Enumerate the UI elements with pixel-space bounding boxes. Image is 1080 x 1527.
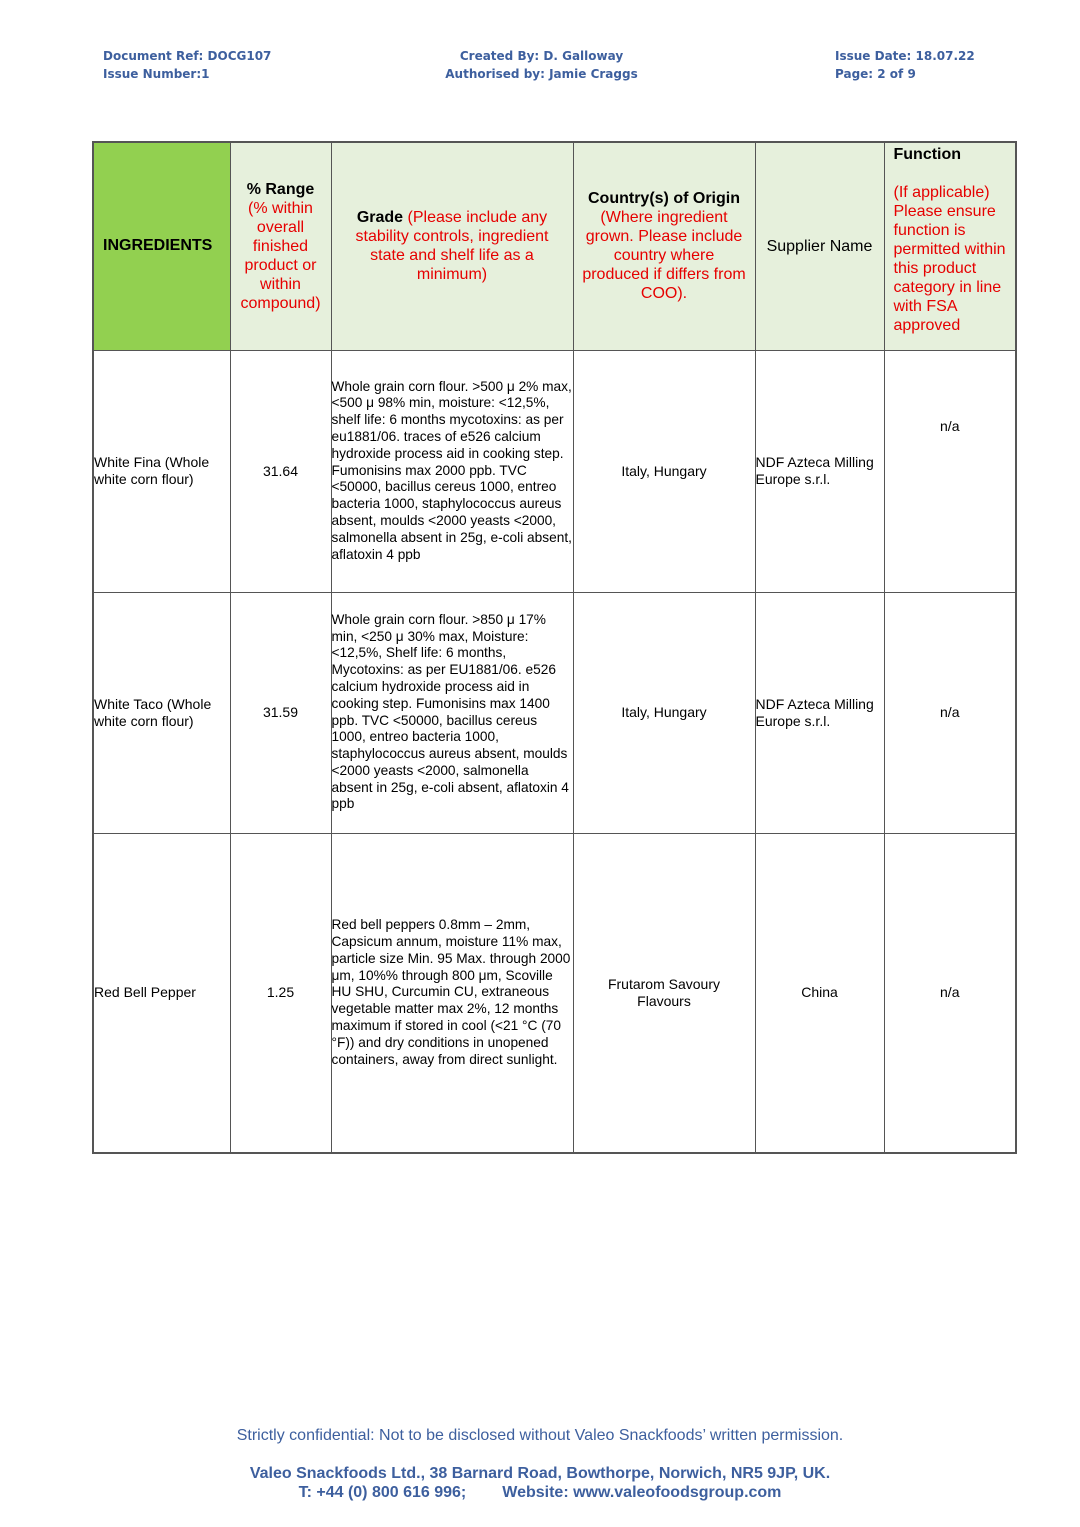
created-by: Created By: D. Galloway	[459, 49, 624, 63]
origin-cell: Frutarom Savoury Flavours	[573, 833, 755, 1153]
range-note: (% within overall finished product or within compound)	[240, 199, 321, 312]
table-row	[93, 833, 1016, 1153]
issue-date: Issue Date: 18.07.22	[835, 49, 975, 63]
range-title: % Range	[246, 180, 315, 198]
ingredient-cell: Red Bell Pepper	[93, 833, 230, 1153]
issue-number: Issue Number:1	[103, 67, 210, 81]
grade-cell: Whole grain corn flour. >500 μ 2% max, <500 μ 98% min, moisture: <12,5%, shelf life: 6 months mycotoxins: as per eu1881/06. traces of e526 calcium hydroxide process aid in cooking step. Fumonisins max 2000 ppb. TVC <50000, bacillus cereus 1000, entreo bacteria 1000, staphylococcus aureus absent, moulds <2000 yeasts <2000, salmonella absent in 25g, e-coli absent, aflatoxin 4 ppb	[331, 350, 573, 592]
company-contact	[0, 1483, 1080, 1502]
function-cell: n/a	[884, 833, 1016, 1153]
grade-title: Grade	[356, 209, 404, 227]
range-cell: 31.64	[230, 350, 331, 592]
grade-cell: Red bell peppers 0.8mm – 2mm, Capsicum annum, moisture 11% max, particle size Min. 95 Max. through 2000 μm, 10%% through 800 μm, Scoville HU SHU, Curcumin CU, extraneous vegetable matter max 2%, 12 months maximum if stored in cool (<21 °C (70 °F)) and dry conditions in unopened containers, away from direct sunlight.	[331, 833, 573, 1153]
origin-cell: Italy, Hungary	[573, 592, 755, 833]
confidential-notice: Strictly confidential: Not to be disclosed without Valeo Snackfoods’ written permission.	[236, 1427, 844, 1444]
ingredient-cell: White Fina (Whole white corn flour)	[93, 350, 230, 592]
header-right	[835, 47, 975, 83]
supplier-cell: NDF Azteca Milling Europe s.r.l.	[755, 592, 884, 833]
origin-title: Country(s) of Origin	[588, 190, 740, 208]
function-cell: n/a	[884, 350, 1016, 592]
doc-ref: Document Ref: DOCG107	[103, 49, 272, 63]
table-row	[93, 350, 1016, 592]
column-header-origin	[573, 142, 755, 350]
function-note: (If applicable) Please ensure function is permitted within this product category in line with FSA approved	[893, 184, 1006, 334]
function-cell: n/a	[884, 592, 1016, 833]
column-header-function	[884, 142, 1016, 350]
range-cell: 31.59	[230, 592, 331, 833]
range-cell: 1.25	[230, 833, 331, 1153]
company-address: Valeo Snackfoods Ltd., 38 Barnard Road, Bowthorpe, Norwich, NR5 9JP, UK.	[249, 1465, 831, 1482]
table-row	[93, 592, 1016, 833]
supplier-cell: NDF Azteca Milling Europe s.r.l.	[755, 350, 884, 592]
function-title: Function	[893, 146, 962, 163]
ingredients-table	[92, 141, 1017, 1154]
supplier-cell: China	[755, 833, 884, 1153]
grade-note: (Please include any stability controls, ingredient state and shelf life as a minimum)	[355, 209, 549, 284]
column-header-supplier: Supplier Name	[755, 142, 884, 350]
origin-note: (Where ingredient grown. Please include country where produced if differs from COO).	[582, 209, 746, 303]
grade-cell: Whole grain corn flour. >850 μ 17% min, <250 μ 30% max, Moisture: <12,5%, Shelf life: 6 months, Mycotoxins: as per EU1881/06. e526 calcium hydroxide process aid in cooking step. Fumonisins max 1400 ppb. TVC <50000, bacillus cereus 1000, entreo bacteria 1000, staphylococcus aureus absent, moulds <2000 yeasts <2000, salmonella absent in 25g, e-coli absent, aflatoxin 4 ppb	[331, 592, 573, 833]
table-header-row	[93, 142, 1016, 350]
origin-cell: Italy, Hungary	[573, 350, 755, 592]
authorised-by: Authorised by: Jamie Craggs	[445, 67, 638, 81]
ingredient-cell: White Taco (Whole white corn flour)	[93, 592, 230, 833]
page-number: Page: 2 of 9	[835, 67, 916, 81]
company-phone: T: +44 (0) 800 616 996;	[298, 1484, 467, 1501]
column-header-range	[230, 142, 331, 350]
company-website: Website: www.valeofoodsgroup.com	[502, 1484, 782, 1501]
column-header-grade	[331, 142, 573, 350]
company-footer	[0, 1464, 1080, 1502]
column-header-ingredients: INGREDIENTS	[93, 142, 230, 350]
